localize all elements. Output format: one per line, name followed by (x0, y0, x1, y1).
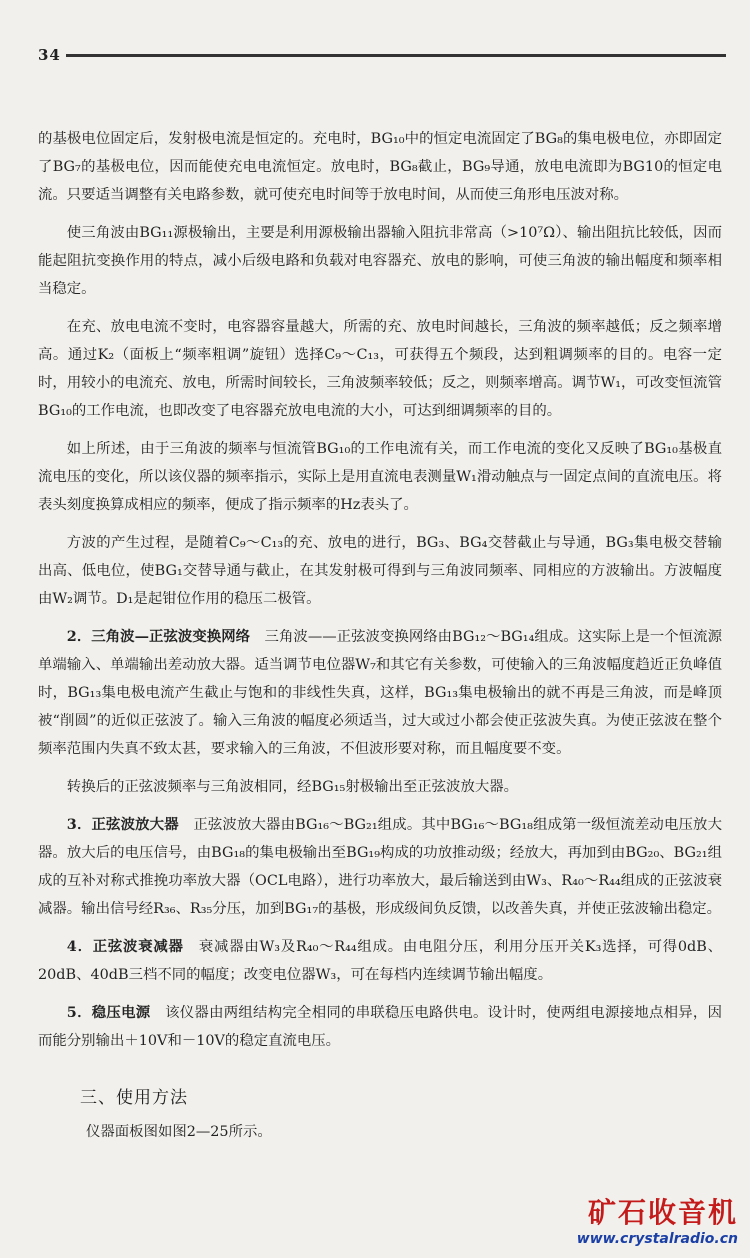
header-rule (66, 54, 726, 57)
paragraph: 如上所述，由于三角波的频率与恒流管BG₁₀的工作电流有关，而工作电流的变化又反映了BG₁₀基极直流电压的变化，所以该仪器的频率指示，实际上是用直流电表测量W₁滑动触点与一固定点间的直流电压。将表头刻度换算成相应的频率，便成了指示频率的Hz表头了。 (38, 441, 722, 513)
subsection-heading: 4．正弦波衰减器 (66, 938, 184, 955)
watermark-title: 矿石收音机 (587, 1196, 738, 1229)
paragraph: 在充、放电电流不变时，电容器容量越大，所需的充、放电时间越长，三角波的频率越低；反之频率增高。通过K₂（面板上“频率粗调”旋钮）选择C₉～C₁₃，可获得五个频段，达到粗调频率的目的。电容一定时，用较小的电流充、放电，所需时间较长，三角波频率较低；反之，则频率增高。调节W₁，可改变恒流管BG₁₀的工作电流，也即改变了电容器充放电电流的大小，可达到细调频率的目的。 (38, 319, 722, 419)
paragraph: 方波的产生过程，是随着C₉～C₁₃的充、放电的进行，BG₃、BG₄交替截止与导通，BG₃集电极交替输出高、低电位，使BG₁交替导通与截止，在其发射极可得到与三角波同频率、同相应的方波输出。方波幅度由W₂调节。D₁是起钳位作用的稳压二极管。 (38, 535, 722, 607)
watermark (577, 1196, 738, 1248)
paragraph: 5．稳压电源 该仪器由两组结构完全相同的串联稳压电路供电。设计时，使两组电源接地点相异，因而能分别输出＋10V和－10V的稳定直流电压。 (38, 1004, 722, 1049)
watermark-url: www.crystalradio.cn (576, 1231, 738, 1247)
subsection-heading: 3．正弦波放大器 (66, 816, 179, 833)
paragraph: 4．正弦波衰减器 衰减器由W₃及R₄₀～R₄₄组成。由电阻分压，利用分压开关K₃选择，可得0dB、20dB、40dB三档不同的幅度；改变电位器W₃，可在每档内连续调节输出幅度。 (38, 938, 722, 983)
figure-reference: 仪器面板图如图2—25所示。 (86, 1124, 272, 1140)
body-text (38, 125, 722, 1146)
paragraph: 转换后的正弦波频率与三角波相同，经BG₁₅射极输出至正弦波放大器。 (66, 779, 519, 795)
paragraph: 的基极电位固定后，发射极电流是恒定的。充电时，BG₁₀中的恒定电流固定了BG₈的集电极电位，亦即固定了BG₇的基极电位，因而能使充电电流恒定。放电时，BG₈截止，BG₉导通，放电电流即为BG10的恒定电流。只要适当调整有关电路参数，就可使充电时间等于放电时间，从而使三角形电压波对称。 (38, 131, 722, 203)
page-number: 34 (38, 46, 61, 64)
subsection-heading: 2．三角波—正弦波变换网络 (66, 628, 251, 645)
subsection-heading: 5．稳压电源 (66, 1004, 151, 1021)
paragraph: 使三角波由BG₁₁源极输出，主要是利用源极输出器输入阻抗非常高（>10⁷Ω）、输出阻抗比较低，因而能起阻抗变换作用的特点，减小后级电路和负载对电容器充、放电的影响，可使三角波的输出幅度和频率相当稳定。 (38, 225, 722, 297)
paragraph: 3．正弦波放大器 正弦波放大器由BG₁₆～BG₂₁组成。其中BG₁₆～BG₁₈组成第一级恒流差动电压放大器。放大后的电压信号，由BG₁₈的集电极输出至BG₁₉构成的功放推动级；经放大，再加到由BG₂₀、BG₂₁组成的互补对称式推挽功率放大器（OCL电路），进行功率放大，最后输送到由W₃、R₄₀～R₄₄组成的正弦波衰减器。输出信号经R₃₆、R₃₅分压，加到BG₁₇的基极，形成级间负反馈，以改善失真，并使正弦波输出稳定。 (38, 816, 722, 917)
section-title: 三、使用方法 (80, 1088, 188, 1108)
paragraph: 2．三角波—正弦波变换网络 三角波——正弦波变换网络由BG₁₂～BG₁₄组成。这实际上是一个恒流源单端输入、单端输出差动放大器。适当调节电位器W₇和其它有关参数，可使输入的三角波幅度趋近正负峰值时，BG₁₃集电极电流产生截止与饱和的非线性失真，这样，BG₁₃集电极输出的就不再是三角波，而是峰顶被“削圆”的近似正弦波了。输入三角波的幅度必须适当，过大或过小都会使正弦波失真。为使正弦波在整个频率范围内失真不致太甚，要求输入的三角波，不但波形要对称，而且幅度要不变。 (38, 628, 722, 757)
